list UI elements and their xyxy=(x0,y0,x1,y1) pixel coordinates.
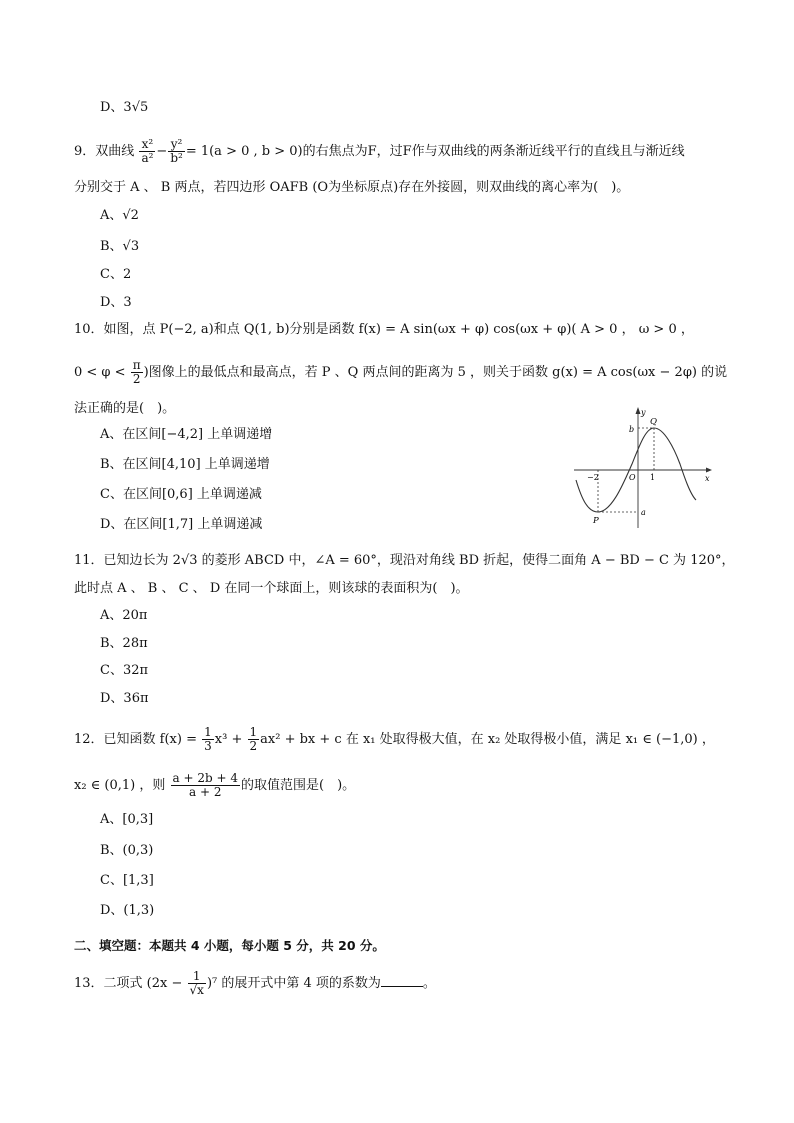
q9-frac-y: $\frac{\text{y²}}{\text{b²}}$ xyxy=(170,137,183,165)
q9-eq-tail: = 1(a > 0 , b > 0) xyxy=(185,144,303,159)
label-q: Q xyxy=(650,417,657,427)
q10-option-d[interactable]: D、在区间[1,7] 上单调递减 xyxy=(100,517,263,532)
q12-line-2: x₂ ∈ (0,1) ，则 $\frac{a + 2b + 4}{a + 2}$ 的取值范围是( )。 xyxy=(74,771,356,799)
q9-line-2: 分别交于 A 、 B 两点，若四边形 OAFB (O为坐标原点)存在外接圆，则双曲线的离心率为( )。 xyxy=(74,180,630,195)
label-o: O xyxy=(629,473,636,482)
x-axis-arrow xyxy=(706,468,712,473)
label-a: a xyxy=(641,508,646,517)
label-1: 1 xyxy=(650,473,656,482)
q9-option-d[interactable]: D、3 xyxy=(100,295,132,310)
label-b: b xyxy=(629,425,635,434)
label-minus2: −2 xyxy=(587,473,599,482)
q12-option-a[interactable]: A、[0,3] xyxy=(100,812,154,827)
q9-text-1: 的右焦点为F，过F作与双曲线的两条渐近线平行的直线且与渐近线 xyxy=(302,144,685,159)
q11-line-1: 11．已知边长为 2√3 的菱形 ABCD 中，∠A = 60°，现沿对角线 BD 折起，使得二面角 A − BD − C 为 120°， xyxy=(74,553,735,568)
q9-option-b[interactable]: B、√3 xyxy=(100,239,140,254)
q13-line: 13．二项式 (2x − $\frac{1}{√x}$ )⁷ 的展开式中第 4 项的系数为 。 xyxy=(74,969,436,997)
q11-option-b[interactable]: B、28π xyxy=(100,636,148,651)
q12-option-b[interactable]: B、(0,3) xyxy=(100,843,154,858)
q9-number: 9． xyxy=(74,144,96,159)
q10-line-1: 10．如图，点 P(−2, a)和点 Q(1, b)分别是函数 f(x) = A sin(ωx + φ) cos(ωx + φ)( A > 0 ， ω > 0 ， xyxy=(74,322,694,337)
q12-frac-expr: $\frac{a + 2b + 4}{a + 2}$ xyxy=(172,771,239,799)
q11-option-d[interactable]: D、36π xyxy=(100,691,149,706)
q10-line-2: 0 < φ < $\frac{\pi}{2}$ )图像上的最低点和最高点，若 P 、Q 两点间的距离为 5 ，则关于函数 g(x) = A cos(ωx − 2φ) 的说 xyxy=(74,358,728,386)
q9-option-a[interactable]: A、√2 xyxy=(100,208,139,223)
y-axis-arrow xyxy=(636,407,641,414)
q11-option-a[interactable]: A、20π xyxy=(100,608,148,623)
q13-frac: $\frac{1}{√x}$ xyxy=(189,969,204,997)
q12-frac-1-3: $\frac{1}{3}$ xyxy=(204,725,212,753)
q13-answer-blank[interactable] xyxy=(381,974,423,987)
label-p: P xyxy=(593,516,599,526)
q10-frac-pi-2: $\frac{\pi}{2}$ xyxy=(132,358,141,386)
q10-option-b[interactable]: B、在区间[4,10] 上单调递增 xyxy=(100,457,270,472)
q9-option-c[interactable]: C、2 xyxy=(100,267,132,282)
q11-option-c[interactable]: C、32π xyxy=(100,663,149,678)
q12-frac-1-2: $\frac{1}{2}$ xyxy=(249,725,258,753)
q11-line-2: 此时点 A 、 B 、 C 、 D 在同一个球面上，则该球的表面积为( )。 xyxy=(74,581,469,596)
q8-option-d[interactable]: D、3√5 xyxy=(100,100,149,115)
q9-line-1: 9．双曲线 $\frac{\text{x²}}{\text{a²}}$ − $\frac{\text{y²}}{\text{b²}}$ = 1(a > 0 , b > 0)的右焦点为F，过F作与双曲线的两条渐近线平行的直线且与渐近线 xyxy=(74,137,685,165)
q12-option-d[interactable]: D、(1,3) xyxy=(100,903,155,918)
q9-prefix: 双曲线 xyxy=(95,144,135,159)
q10-option-a[interactable]: A、在区间[−4,2] 上单调递增 xyxy=(100,427,273,442)
q12-option-c[interactable]: C、[1,3] xyxy=(100,873,154,888)
label-x: x xyxy=(705,474,710,483)
label-y: y xyxy=(641,408,646,417)
q12-line-1: 12．已知函数 f(x) = $\frac{1}{3}$ x³ + $\frac{1}{2}$ ax² + bx + c 在 x₁ 处取得极大值，在 x₂ 处取得极小值，满足 x₁ ∈ (−1,0) ， xyxy=(74,725,715,753)
q10-line-3: 法正确的是( )。 xyxy=(74,401,176,416)
q10-option-c[interactable]: C、在区间[0,6] 上单调递减 xyxy=(100,487,262,502)
q9-frac-x: $\frac{\text{x²}}{\text{a²}}$ xyxy=(141,137,154,165)
q10-graph xyxy=(568,404,714,532)
section-heading: 二、填空题：本题共 4 小题，每小题 5 分，共 20 分。 xyxy=(74,938,385,953)
